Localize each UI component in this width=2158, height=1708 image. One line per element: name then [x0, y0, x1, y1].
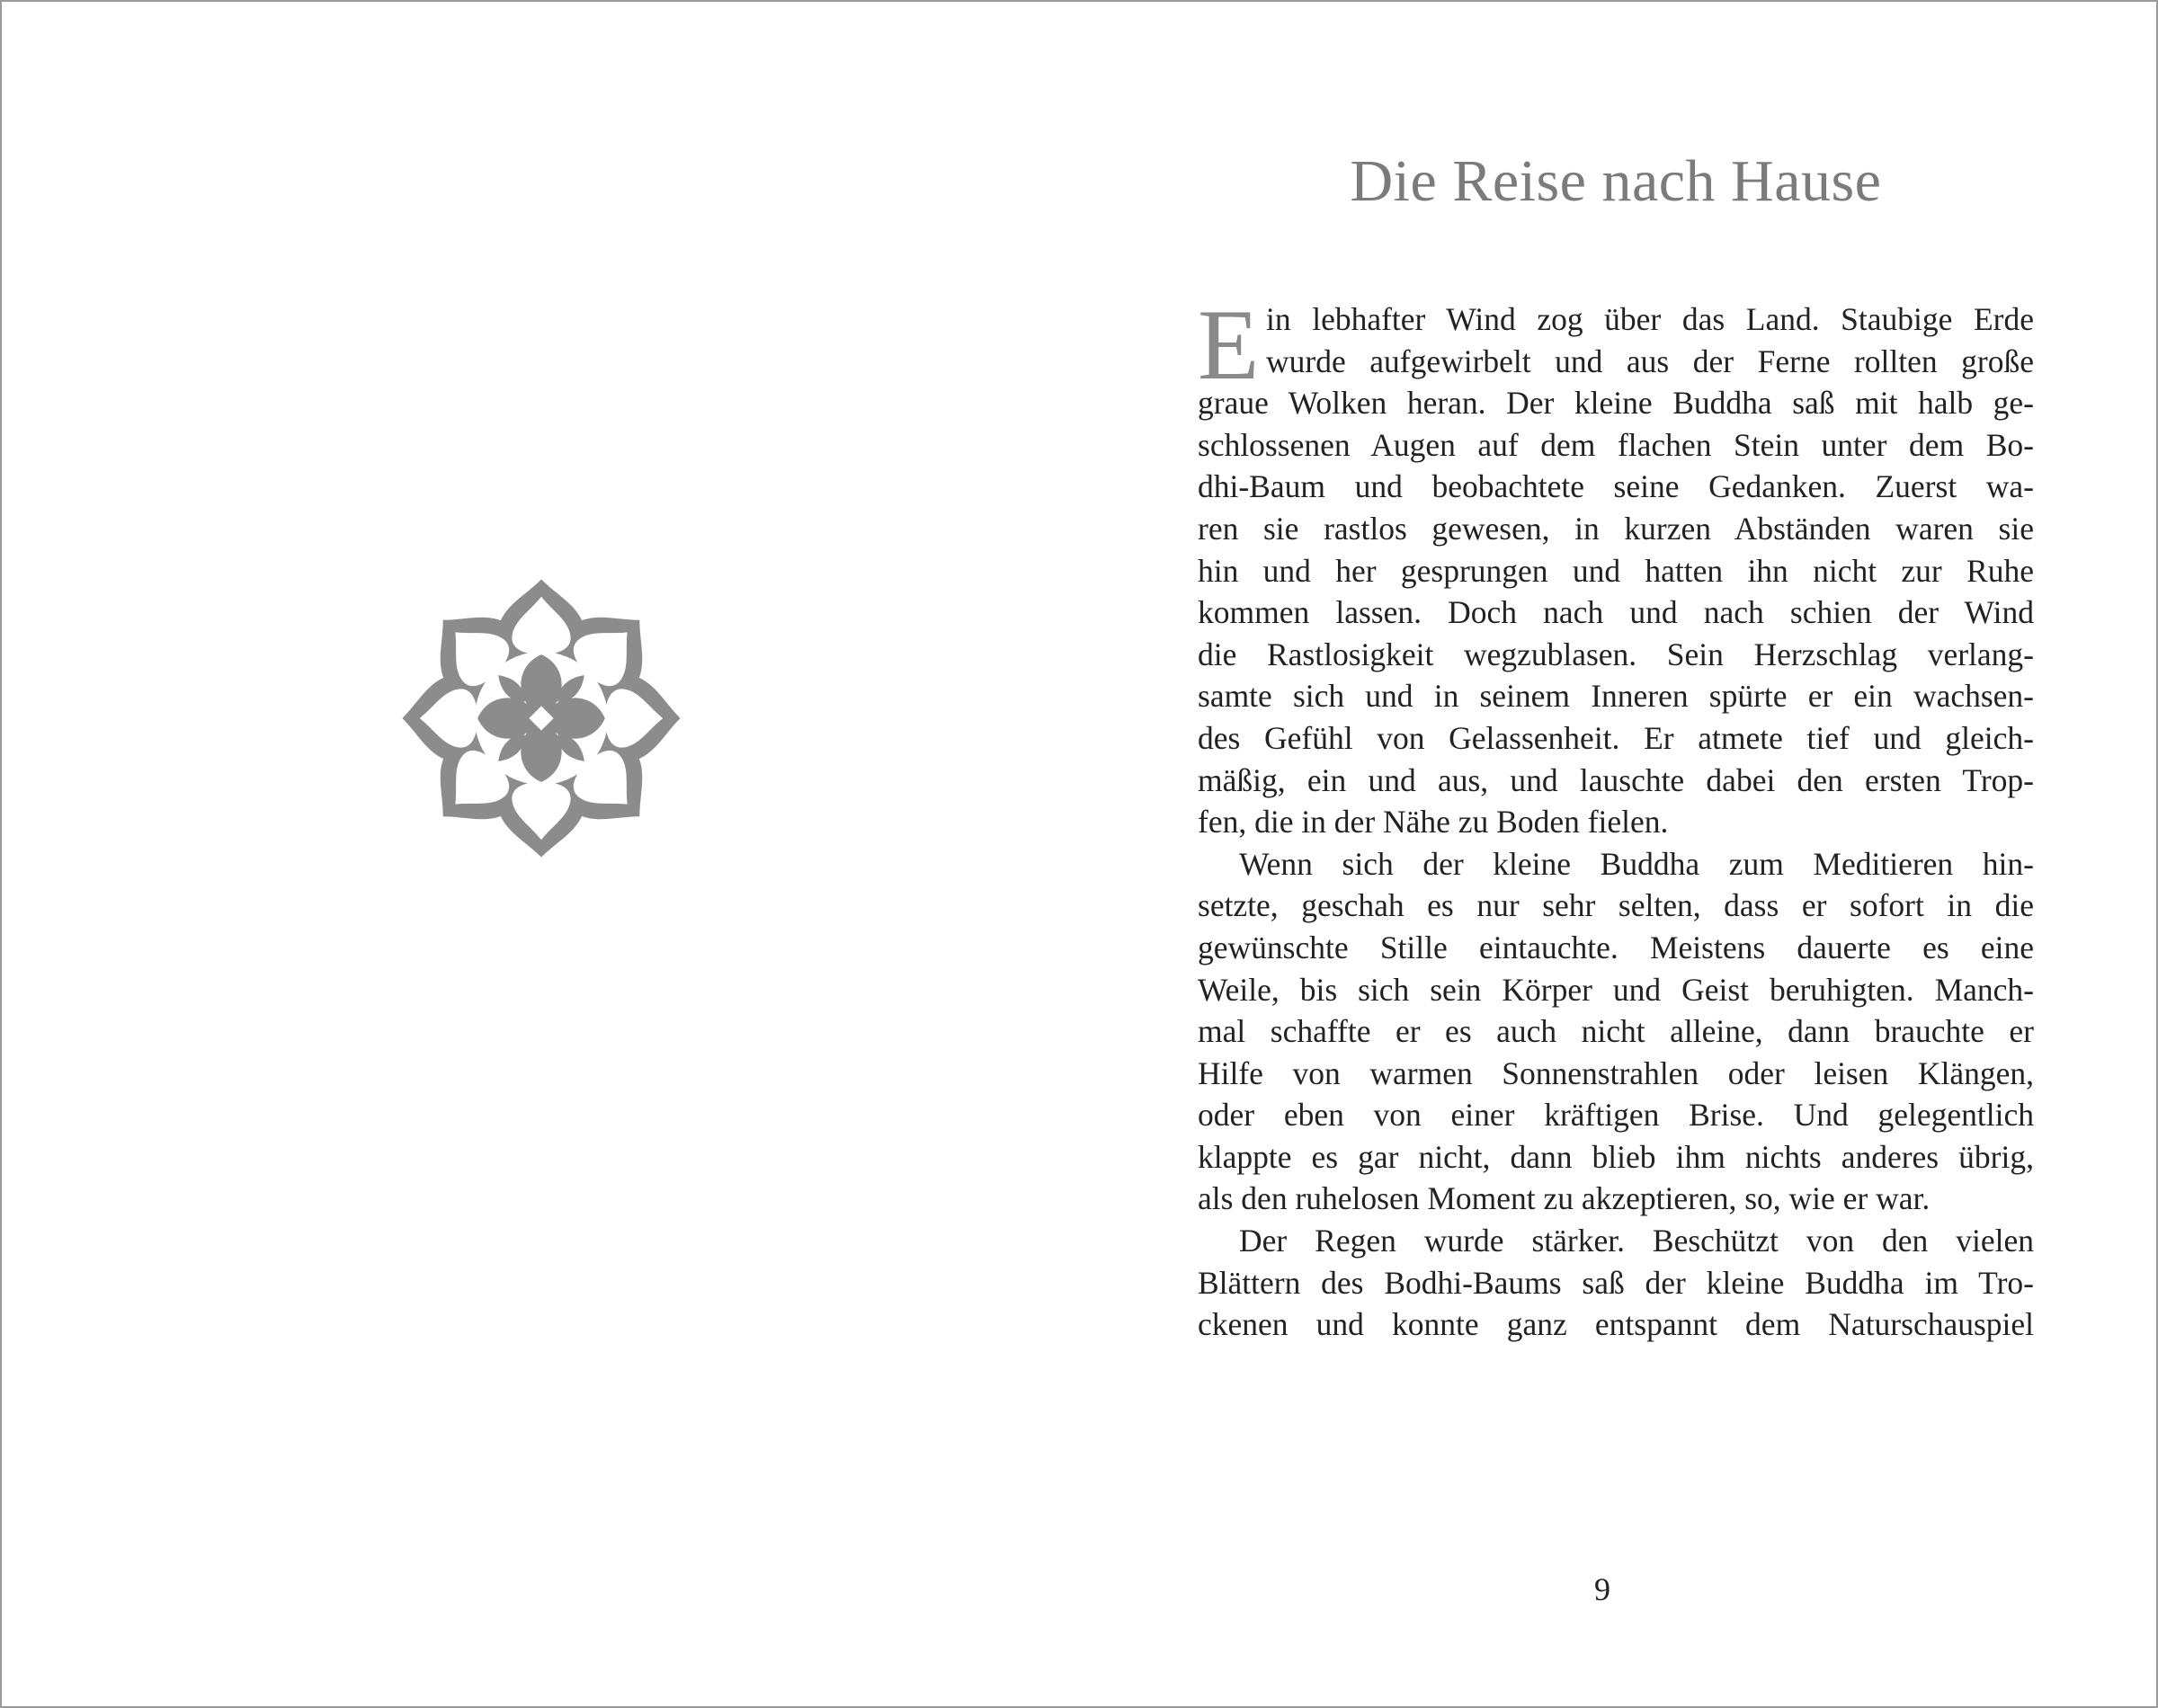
text-line: in lebhafter Wind zog über das Land. Staubige Erde [1266, 301, 2034, 337]
text-line: graue Wolken heran. Der kleine Buddha saß mit halb ge- [1198, 385, 2034, 422]
text-line: des Gefühl von Gelassenheit. Er atmete tief und gleich- [1198, 719, 2034, 756]
text-line: die Rastlosigkeit wegzublasen. Sein Herzschlag verlang- [1198, 636, 2034, 672]
text-line: kommen lassen. Doch nach und nach schien der Wind [1198, 594, 2034, 631]
page-number: 9 [1594, 1571, 1610, 1607]
text-line: Hilfe von warmen Sonnenstrahlen oder leisen Klängen, [1198, 1054, 2034, 1091]
text-line: setzte, geschah es nur sehr selten, dass er sofort in die [1198, 887, 2034, 924]
text-line: mäßig, ein und aus, und lauschte dabei den ersten Trop- [1198, 761, 2034, 798]
drop-cap: E [1198, 289, 1260, 401]
text-line: Weile, bis sich sein Körper und Geist beruhigten. Manch- [1198, 971, 2034, 1008]
text-line: oder eben von einer kräftigen Brise. Und gelegentlich [1198, 1097, 2034, 1134]
text-line: gewünschte Stille eintauchte. Meistens dauerte es eine [1198, 929, 2034, 965]
text-line: wurde aufgewirbelt und aus der Ferne rollten große [1266, 342, 2034, 379]
text-line: hin und her gesprungen und hatten ihn nicht zur Ruhe [1198, 552, 2034, 589]
text-line: ren sie rastlos gewesen, in kurzen Abständen waren sie [1198, 510, 2034, 547]
lotus-mandala-icon [397, 574, 686, 863]
text-line: mal schaffte er es auch nicht alleine, dann brauchte er [1198, 1013, 2034, 1050]
text-line: fen, die in der Nähe zu Boden fielen. [1198, 804, 1669, 841]
text-line: samte sich und in seinem Inneren spürte er ein wachsen- [1198, 678, 2034, 715]
text-line: Wenn sich der kleine Buddha zum Meditieren hin- [1239, 845, 2034, 882]
body-text [1198, 289, 2034, 1346]
text-line: schlossenen Augen auf dem flachen Stein unter dem Bo- [1198, 426, 2034, 463]
text-line: dhi-Baum und beobachtete seine Gedanken. Zuerst wa- [1198, 468, 2034, 505]
chapter-title: Die Reise nach Hause [1350, 148, 1882, 214]
text-line: Blättern des Bodhi-Baums saß der kleine Buddha im Tro- [1198, 1264, 2034, 1301]
text-line: ckenen und konnte ganz entspannt dem Naturschauspiel [1198, 1306, 2034, 1343]
text-line: Der Regen wurde stärker. Beschützt von den vielen [1239, 1223, 2034, 1259]
text-line: als den ruhelosen Moment zu akzeptieren, so, wie er war. [1198, 1180, 1931, 1217]
text-line: klappte es gar nicht, dann blieb ihm nichts anderes übrig, [1198, 1138, 2034, 1175]
